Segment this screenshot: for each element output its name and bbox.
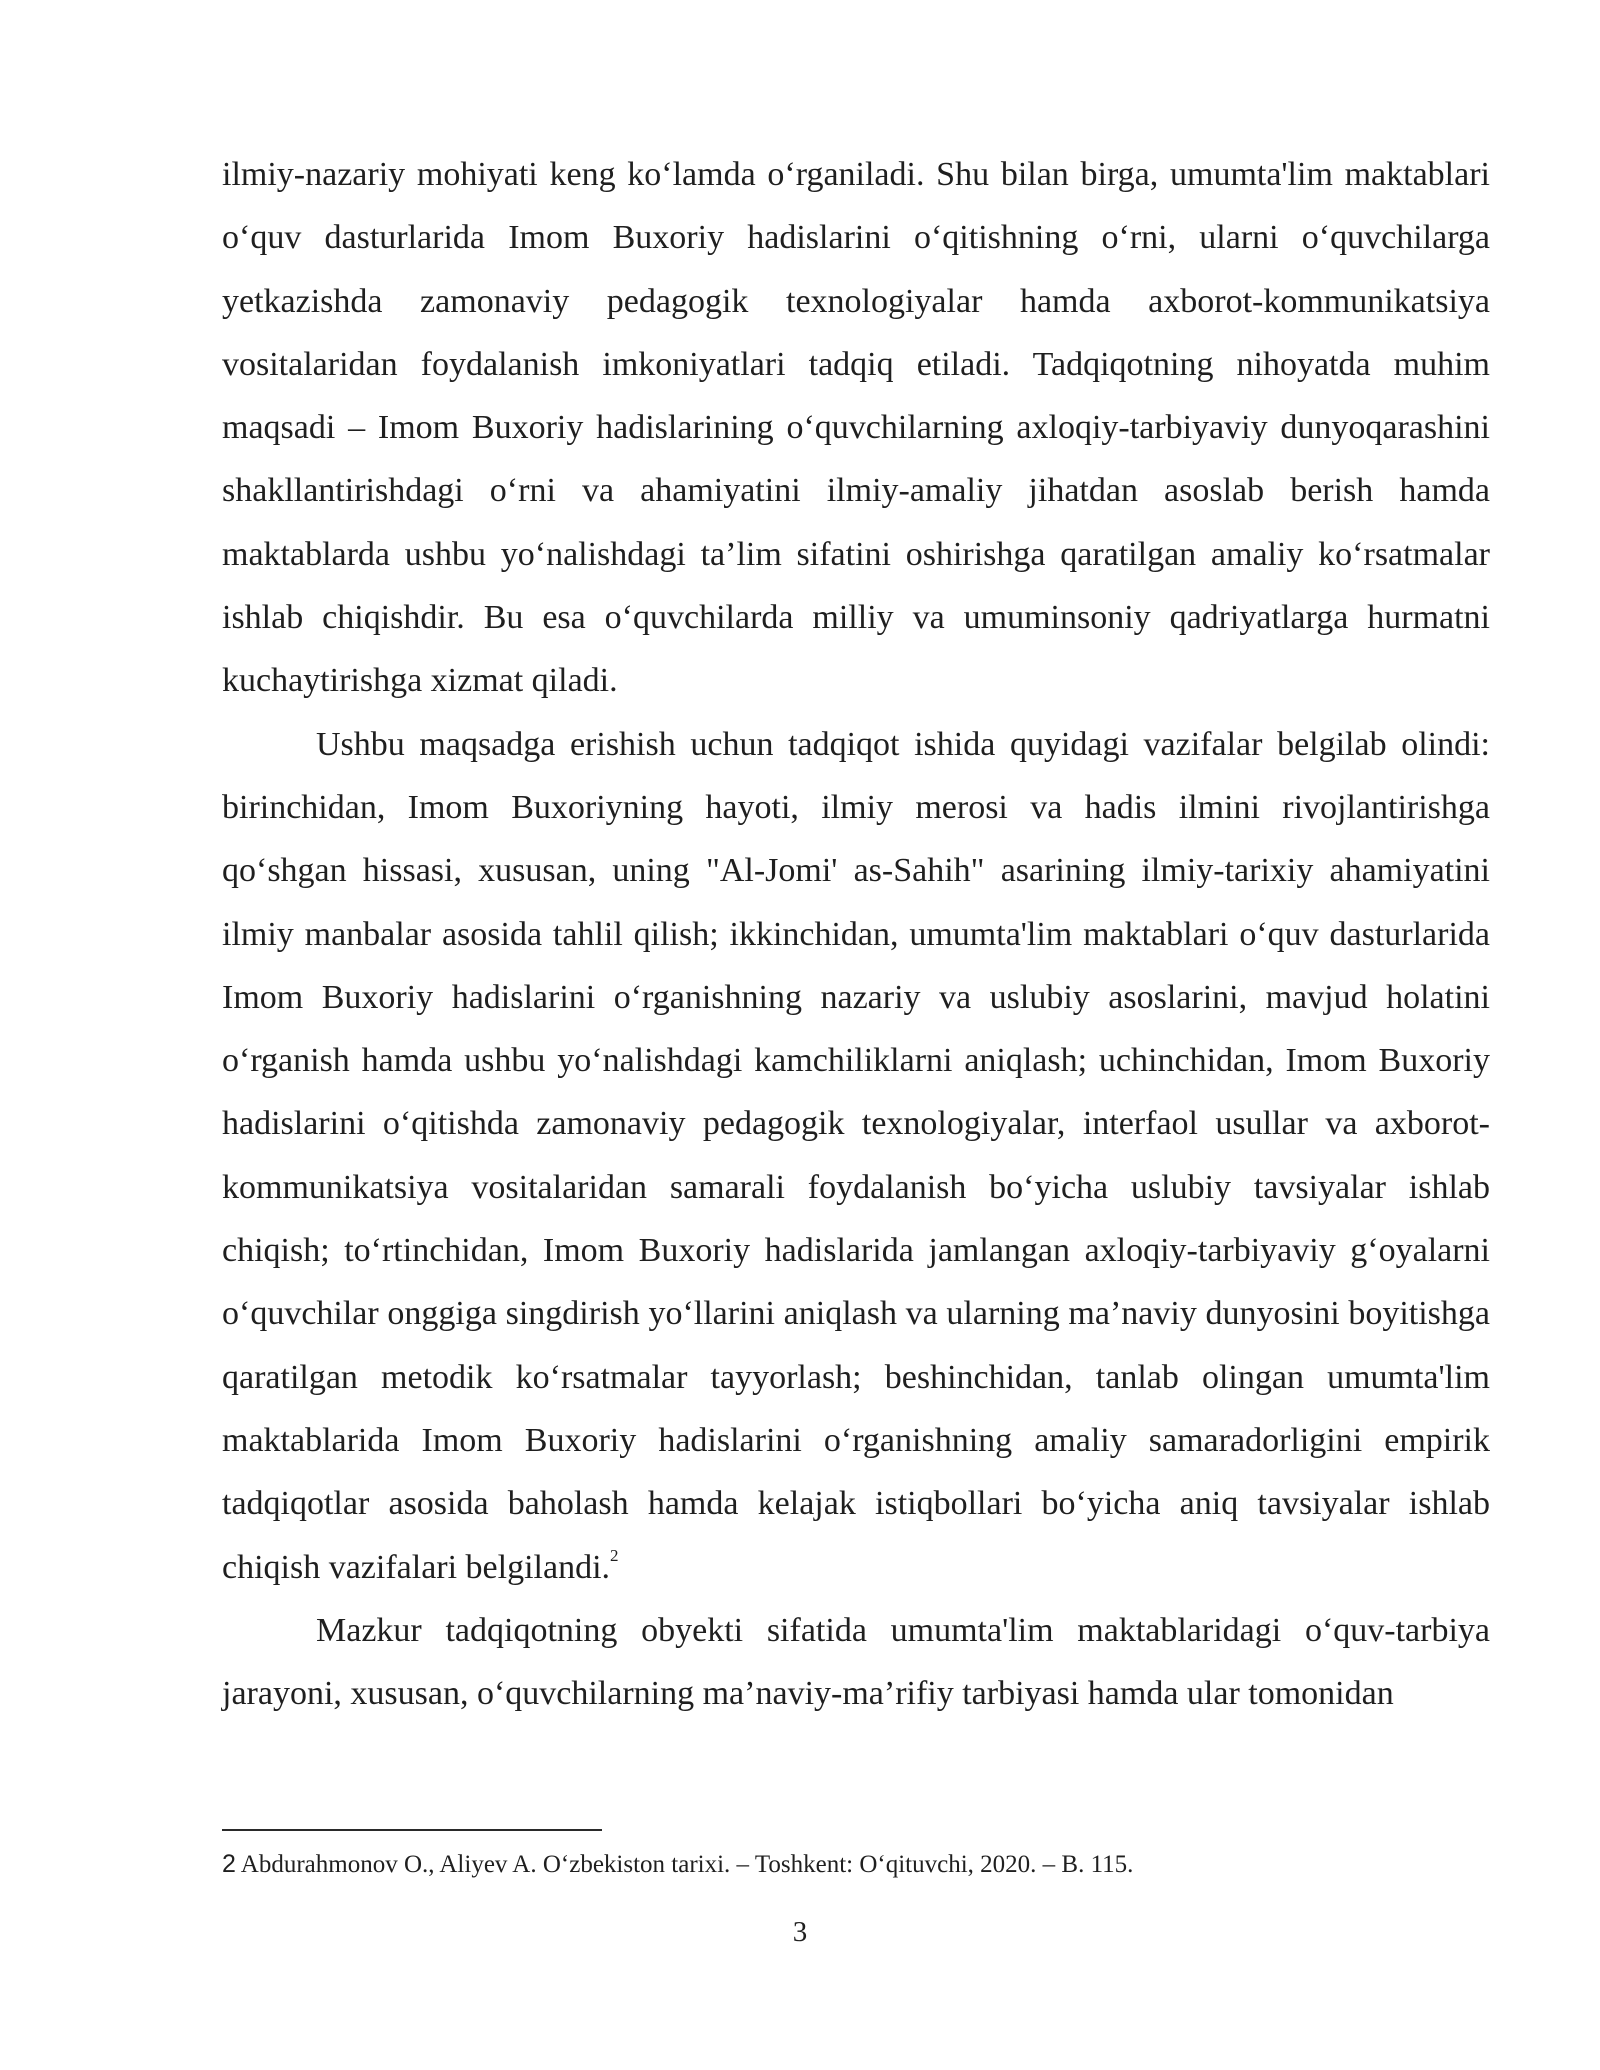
footnote — [222, 1848, 1490, 1881]
footnote-reference[interactable]: 2 — [610, 1546, 619, 1566]
page-number: 3 — [792, 1916, 808, 1948]
paragraph-tasks — [222, 713, 1490, 1599]
document-body — [222, 143, 1490, 1725]
paragraph-continuation: ilmiy-nazariy mohiyati keng ko‘lamda o‘rganiladi. Shu bilan birga, umumta'lim maktablari o‘quv dasturlarida Imom Buxoriy hadislarini o‘qitishning o‘rni, ularni o‘quvchilarga yetkazishda zamonaviy pedagogik texnologiyalar hamda axborot-kommunikatsiya vositalaridan foydalanish imkoniyatlari tadqiq etiladi. Tadqiqotning nihoyatda muhim maqsadi – Imom Buxoriy hadislarining o‘quvchilarning axloqiy-tarbiyaviy dunyoqarashini shakllantirishdagi o‘rni va ahamiyatini ilmiy-amaliy jihatdan asoslab berish hamda maktablarda ushbu yo‘nalishdagi ta’lim sifatini oshirishga qaratilgan amaliy ko‘rsatmalar ishlab chiqishdir. Bu esa o‘quvchilarda milliy va umuminsoniy qadriyatlarga hurmatni kuchaytirishga xizmat qiladi. — [222, 156, 1490, 700]
footnote-text: Abdurahmonov O., Aliyev A. O‘zbekiston tarixi. – Toshkent: O‘qituvchi, 2020. – B. 115. — [240, 1851, 1134, 1878]
paragraph-object: Mazkur tadqiqotning obyekti sifatida umumta'lim maktablaridagi o‘quv-tarbiya jarayoni, xususan, o‘quvchilarning ma’naviy-ma’rifiy tarbiyasi hamda ular tomonidan — [222, 1611, 1490, 1713]
paragraph-tasks-text: Ushbu maqsadga erishish uchun tadqiqot ishida quyidagi vazifalar belgilab olindi: birinchidan, Imom Buxoriyning hayoti, ilmiy merosi va hadis ilmini rivojlantirishga qo‘shgan hissasi, xususan, uning "Al-Jomi' as-Sahih" asarining ilmiy-tarixiy ahamiyatini ilmiy manbalar asosida tahlil qilish; ikkinchidan, umumta'lim maktablari o‘quv dasturlarida Imom Buxoriy hadislarini o‘rganishning nazariy va uslubiy asoslarini, mavjud holatini o‘rganish hamda ushbu yo‘nalishdagi kamchiliklarni aniqlash; uchinchidan, Imom Buxoriy hadislarini o‘qitishda zamonaviy pedagogik texnologiyalar, interfaol usullar va axborot-kommunikatsiya vositalaridan samarali foydalanish bo‘yicha uslubiy tavsiyalar ishlab chiqish; to‘rtinchidan, Imom Buxoriy hadislarida jamlangan axloqiy-tarbiyaviy g‘oyalarni o‘quvchilar onggiga singdirish yo‘llarini aniqlash va ularning ma’naviy dunyosini boyitishga qaratilgan metodik ko‘rsatmalar tayyorlash; beshinchidan, tanlab olingan umumta'lim maktablarida Imom Buxoriy hadislarini o‘rganishning amaliy samaradorligini empirik tadqiqotlar asosida baholash hamda kelajak istiqbollari bo‘yicha aniq tavsiyalar ishlab chiqish vazifalari belgilandi. — [222, 725, 1490, 1586]
footnote-number: 2 — [222, 1850, 236, 1878]
footnote-divider — [222, 1829, 602, 1831]
